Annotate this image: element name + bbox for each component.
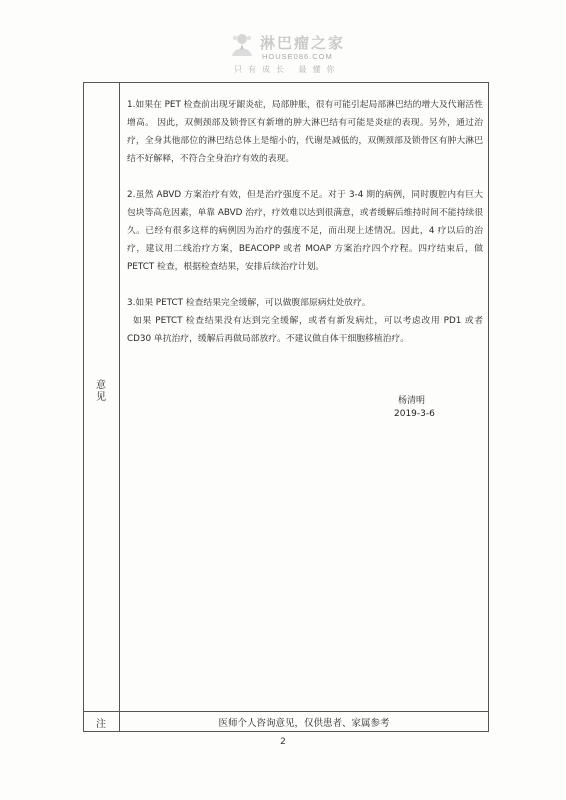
opinion-paragraph-1: 1.如果在 PET 检查前出现牙龈炎症，局部肿胀，很有可能引起局部淋巴结的增大及代谢活性增高。 因此，双侧颈部及锁骨区有新增的肿大淋巴结有可能是炎症的表现。另外，通过治疗，全身其他部位的淋巴结总体上是缩小的，代谢是减低的，双侧颈部及锁骨区有肿大淋巴结不好解释，不符合全身治疗有效的表现。 [127, 100, 483, 164]
logo-domain: HOUSE086.COM [262, 52, 333, 61]
signature-date: 2019-3-6 [394, 409, 435, 419]
house086-logo [228, 28, 363, 78]
opinion-row-label [83, 380, 119, 404]
opinion-paragraph-2: 2.虽然 ABVD 方案治疗有效，但是治疗强度不足。对于 3-4 期的病例，同时腹腔内有巨大包块等高危因素，单靠 ABVD 治疗，疗效难以达到很满意，或者缓解后维持时间不能持续很久。已经有很多这样的病例因为治疗的强度不足，而出现上述情况。因此，4 疗以后的治疗，建议用二线治疗方案，BEACOPP 或者 MOAP 方案治疗四个疗程。四疗结束后，做 PETCT 检查，根据检查结果，安排后续治疗计划。 [127, 190, 483, 272]
opinion-paragraph-4: 如果 PETCT 检查结果没有达到完全缓解，或者有新发病灶，可以考虑改用 PD1 或者 CD30 单抗治疗，缓解后再做局部放疗。不建议做自体干细胞移植治疗。 [127, 316, 483, 344]
opinion-content [127, 96, 483, 348]
note-row-label: 注 [96, 719, 106, 730]
note-disclaimer: 医师个人咨询意见，仅供患者、家属参考 [218, 718, 390, 729]
logo-figure-icon [228, 30, 256, 58]
table-column-divider [119, 82, 120, 732]
logo-slogan: 只有成长 最懂你 [234, 65, 341, 74]
opinion-label-text: 意见 [96, 380, 106, 403]
opinion-paragraph-3: 3.如果 PETCT 检查结果完全缓解，可以做腹部原病灶处放疗。 [127, 298, 371, 308]
logo-title: 淋巴瘤之家 [260, 34, 346, 52]
doctor-signature: 杨清明 [398, 396, 426, 406]
table-row-divider [83, 711, 489, 712]
page-number: 2 [280, 737, 286, 747]
